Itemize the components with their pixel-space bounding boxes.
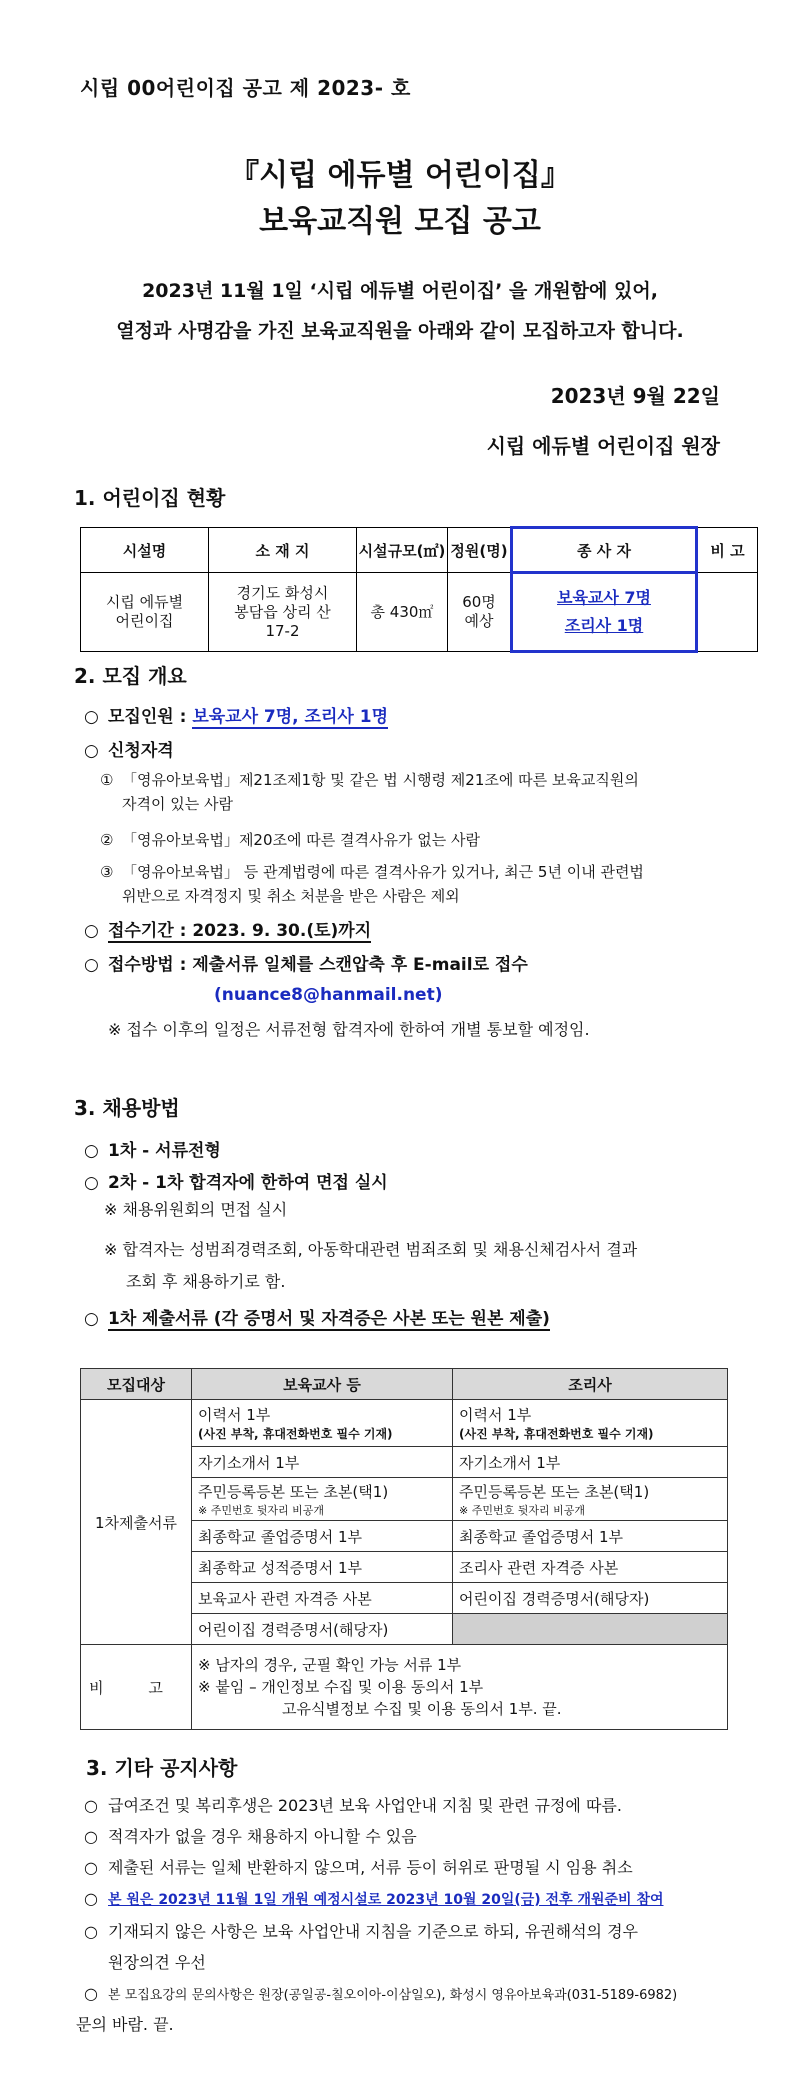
notice-date: 2023년 9월 22일 xyxy=(550,384,720,408)
col-capacity: 정원(명) xyxy=(448,528,512,573)
table-row xyxy=(81,1400,728,1447)
misc-text: 본 원은 2023년 11월 1일 개원 예정시설로 2023년 10월 20일(금) 전후 개원준비 참여 xyxy=(108,1892,664,1908)
circle-bullet-icon: ○ xyxy=(84,1141,99,1161)
qual-text: 「영유아보육법」제21조제1항 및 같은 법 시행령 제21조에 따른 보육교직원의 xyxy=(122,771,639,789)
remark-row xyxy=(81,1645,728,1730)
qualifications xyxy=(84,736,174,761)
title-line1: 『시립 에듀별 어린이집』 xyxy=(229,158,571,193)
recruit-value: 보육교사 7명, 조리사 1명 xyxy=(192,707,388,727)
col-teacher: 보육교사 등 xyxy=(192,1369,453,1400)
misc-final: 문의 바람. 끝. xyxy=(76,2015,174,2034)
teacher-doc: 어린이집 경력증명서(해당자) xyxy=(192,1614,453,1645)
staff-teachers: 보육교사 7명 xyxy=(557,588,651,607)
recruit-label: 모집인원 : xyxy=(108,707,187,727)
step-1 xyxy=(84,1136,221,1161)
qual-num: ② xyxy=(100,831,114,849)
circle-bullet-icon: ○ xyxy=(84,1796,98,1815)
capacity-l2: 예상 xyxy=(464,612,494,630)
check-note xyxy=(104,1234,734,1298)
misc-text: 급여조건 및 복리후생은 2023년 보육 사업안내 지침 및 관련 규정에 따름. xyxy=(108,1796,622,1815)
recruit-count xyxy=(84,702,388,727)
schedule-note: ※ 접수 이후의 일정은 서류전형 합격자에 한하여 개별 통보할 예정임. xyxy=(108,1020,590,1039)
qual-num: ③ xyxy=(100,863,114,881)
circle-bullet-icon: ○ xyxy=(84,1984,98,2003)
qual-text: 「영유아보육법」제20조에 따른 결격사유가 없는 사람 xyxy=(122,831,480,849)
circle-bullet-icon: ○ xyxy=(84,1173,99,1193)
col-address: 소 재 지 xyxy=(209,528,357,573)
intro-line1: 2023년 11월 1일 ‘시립 에듀별 어린이집’ 을 개원함에 있어, xyxy=(142,280,658,302)
signer: 시립 에듀별 어린이집 원장 xyxy=(486,434,720,458)
period-text: 접수기간 : 2023. 9. 30.(토)까지 xyxy=(108,921,372,941)
check-note-l1: ※ 합격자는 성범죄경력조회, 아동학대관련 범죄조회 및 채용신체검사서 결과 xyxy=(104,1240,638,1259)
circle-bullet-icon: ○ xyxy=(84,955,99,975)
col-remark: 비 고 xyxy=(697,528,758,573)
docs-title xyxy=(84,1304,550,1329)
circle-bullet-icon: ○ xyxy=(84,741,99,761)
facility-name xyxy=(81,573,209,652)
interview-note: ※ 채용위원회의 면접 실시 xyxy=(104,1200,288,1219)
cook-doc: 조리사 관련 자격증 사본 xyxy=(453,1552,728,1583)
documents-table-header xyxy=(81,1369,728,1400)
section4-heading: 3. 기타 공지사항 xyxy=(86,1756,238,1780)
misc-text: 기재되지 않은 사항은 보육 사업안내 지침을 기준으로 하되, 유권해석의 경우 xyxy=(108,1922,638,1941)
facility-table xyxy=(80,526,758,653)
misc-notices xyxy=(84,1790,744,2011)
intro-line2: 열정과 사명감을 가진 보육교직원을 아래와 같이 모집하고자 합니다. xyxy=(116,320,684,342)
facility-table-header xyxy=(81,528,758,573)
cook-doc: 자기소개서 1부 xyxy=(453,1447,728,1478)
list-item xyxy=(84,1821,744,1852)
application-method xyxy=(84,950,528,975)
circle-bullet-icon: ○ xyxy=(84,1309,99,1329)
doc-subtext: ※ 주민번호 뒷자리 비공개 xyxy=(459,1503,585,1517)
col-staff: 종 사 자 xyxy=(512,528,697,573)
facility-staff xyxy=(512,573,697,652)
list-item xyxy=(84,1978,744,2011)
misc-text: 적격자가 없을 경우 채용하지 아니할 수 있음 xyxy=(108,1827,417,1846)
facility-address xyxy=(209,573,357,652)
teacher-doc: 최종학교 졸업증명서 1부 xyxy=(192,1521,453,1552)
remark-content xyxy=(192,1645,728,1730)
teacher-doc: 자기소개서 1부 xyxy=(192,1447,453,1478)
cook-doc xyxy=(453,1400,728,1447)
cook-doc xyxy=(453,1478,728,1521)
capacity-l1: 60명 xyxy=(462,593,496,611)
step-2 xyxy=(84,1168,388,1193)
check-note-l2: 조회 후 채용하기로 함. xyxy=(126,1272,286,1291)
qual-item-1 xyxy=(100,768,740,816)
remark-line1: ※ 남자의 경우, 군필 확인 가능 서류 1부 xyxy=(198,1656,462,1674)
step2-text: 2차 - 1차 합격자에 한하여 면접 실시 xyxy=(108,1173,388,1193)
section2-heading: 2. 모집 개요 xyxy=(74,664,187,688)
facility-size: 총 430㎡ xyxy=(357,573,448,652)
list-item xyxy=(84,1852,744,1883)
address-l2: 봉담읍 상리 산 xyxy=(234,602,331,621)
circle-bullet-icon: ○ xyxy=(84,707,99,727)
circle-bullet-icon: ○ xyxy=(84,1827,98,1846)
misc-text: 본 모집요강의 문의사항은 원장(공일공-칠오이아-이삼일오), 화성시 영유아보육과(031-5189-6982) xyxy=(108,1988,678,2003)
col-size: 시설규모(㎡) xyxy=(357,528,448,573)
group-label: 1차제출서류 xyxy=(81,1400,192,1645)
misc-text-cont: 원장의견 우선 xyxy=(108,1953,206,1972)
qual-num: ① xyxy=(100,771,114,789)
doc-subtext: ※ 주민번호 뒷자리 비공개 xyxy=(198,1503,324,1517)
title-line2: 보육교직원 모집 공고 xyxy=(259,204,541,239)
section3-heading: 3. 채용방법 xyxy=(74,1096,180,1120)
staff-cook: 조리사 1명 xyxy=(564,616,644,635)
notice-number: 시립 00어린이집 공고 제 2023- 호 xyxy=(80,76,411,100)
remark-label: 비 고 xyxy=(81,1645,192,1730)
section1-heading: 1. 어린이집 현황 xyxy=(74,486,226,510)
circle-bullet-icon: ○ xyxy=(84,1889,98,1908)
facility-name-l1: 시립 에듀별 xyxy=(105,593,184,611)
qual-label: 신청자격 xyxy=(108,741,174,761)
circle-bullet-icon: ○ xyxy=(84,921,99,941)
doc-text: 주민등록등본 또는 초본(택1) xyxy=(459,1482,650,1501)
doc-subtext: (사진 부착, 휴대전화번호 필수 기재) xyxy=(198,1427,393,1441)
facility-remark xyxy=(697,573,758,652)
cook-doc: 어린이집 경력증명서(해당자) xyxy=(453,1583,728,1614)
misc-text: 제출된 서류는 일체 반환하지 않으며, 서류 등이 허위로 판명될 시 임용 취소 xyxy=(108,1858,633,1877)
remark-line3: 고유식별정보 수집 및 이용 동의서 1부. 끝. xyxy=(282,1700,562,1718)
col-target: 모집대상 xyxy=(81,1369,192,1400)
documents-table xyxy=(80,1368,728,1730)
doc-text: 이력서 1부 xyxy=(459,1406,532,1424)
doc-subtext: (사진 부착, 휴대전화번호 필수 기재) xyxy=(459,1427,654,1441)
list-item xyxy=(84,1883,744,1916)
teacher-doc: 최종학교 성적증명서 1부 xyxy=(192,1552,453,1583)
col-cook: 조리사 xyxy=(453,1369,728,1400)
circle-bullet-icon: ○ xyxy=(84,1858,98,1877)
docs-title-text: 1차 제출서류 (각 증명서 및 자격증은 사본 또는 원본 제출) xyxy=(108,1309,550,1329)
cook-doc: 최종학교 졸업증명서 1부 xyxy=(453,1521,728,1552)
col-name: 시설명 xyxy=(81,528,209,573)
circle-bullet-icon: ○ xyxy=(84,1922,98,1941)
qual-text-cont: 위반으로 자격정지 및 취소 처분을 받은 사람은 제외 xyxy=(122,887,460,905)
address-l3: 17-2 xyxy=(265,621,300,640)
step1-text: 1차 - 서류전형 xyxy=(108,1141,221,1161)
facility-name-l2: 어린이집 xyxy=(115,612,174,630)
qual-item-2 xyxy=(100,828,740,852)
facility-capacity xyxy=(448,573,512,652)
facility-table-row xyxy=(81,573,758,652)
teacher-doc xyxy=(192,1478,453,1521)
teacher-doc xyxy=(192,1400,453,1447)
method-text: 접수방법 : 제출서류 일체를 스캔압축 후 E-mail로 접수 xyxy=(108,955,528,975)
remark-line2: ※ 붙임 – 개인정보 수집 및 이용 동의서 1부 xyxy=(198,1678,484,1696)
qual-text-cont: 자격이 있는 사람 xyxy=(122,795,233,813)
qual-text: 「영유아보육법」 등 관계법령에 따른 결격사유가 있거나, 최근 5년 이내 관련법 xyxy=(122,863,644,881)
list-item xyxy=(84,1790,744,1821)
teacher-doc: 보육교사 관련 자격증 사본 xyxy=(192,1583,453,1614)
doc-text: 주민등록등본 또는 초본(택1) xyxy=(198,1482,389,1501)
cook-doc-empty xyxy=(453,1614,728,1645)
qual-item-3 xyxy=(100,860,740,908)
list-item xyxy=(84,1916,744,1947)
contact-email[interactable]: (nuance8@hanmail.net) xyxy=(214,985,443,1005)
address-l1: 경기도 화성시 xyxy=(236,583,329,602)
application-period xyxy=(84,916,371,941)
doc-text: 이력서 1부 xyxy=(198,1406,271,1424)
